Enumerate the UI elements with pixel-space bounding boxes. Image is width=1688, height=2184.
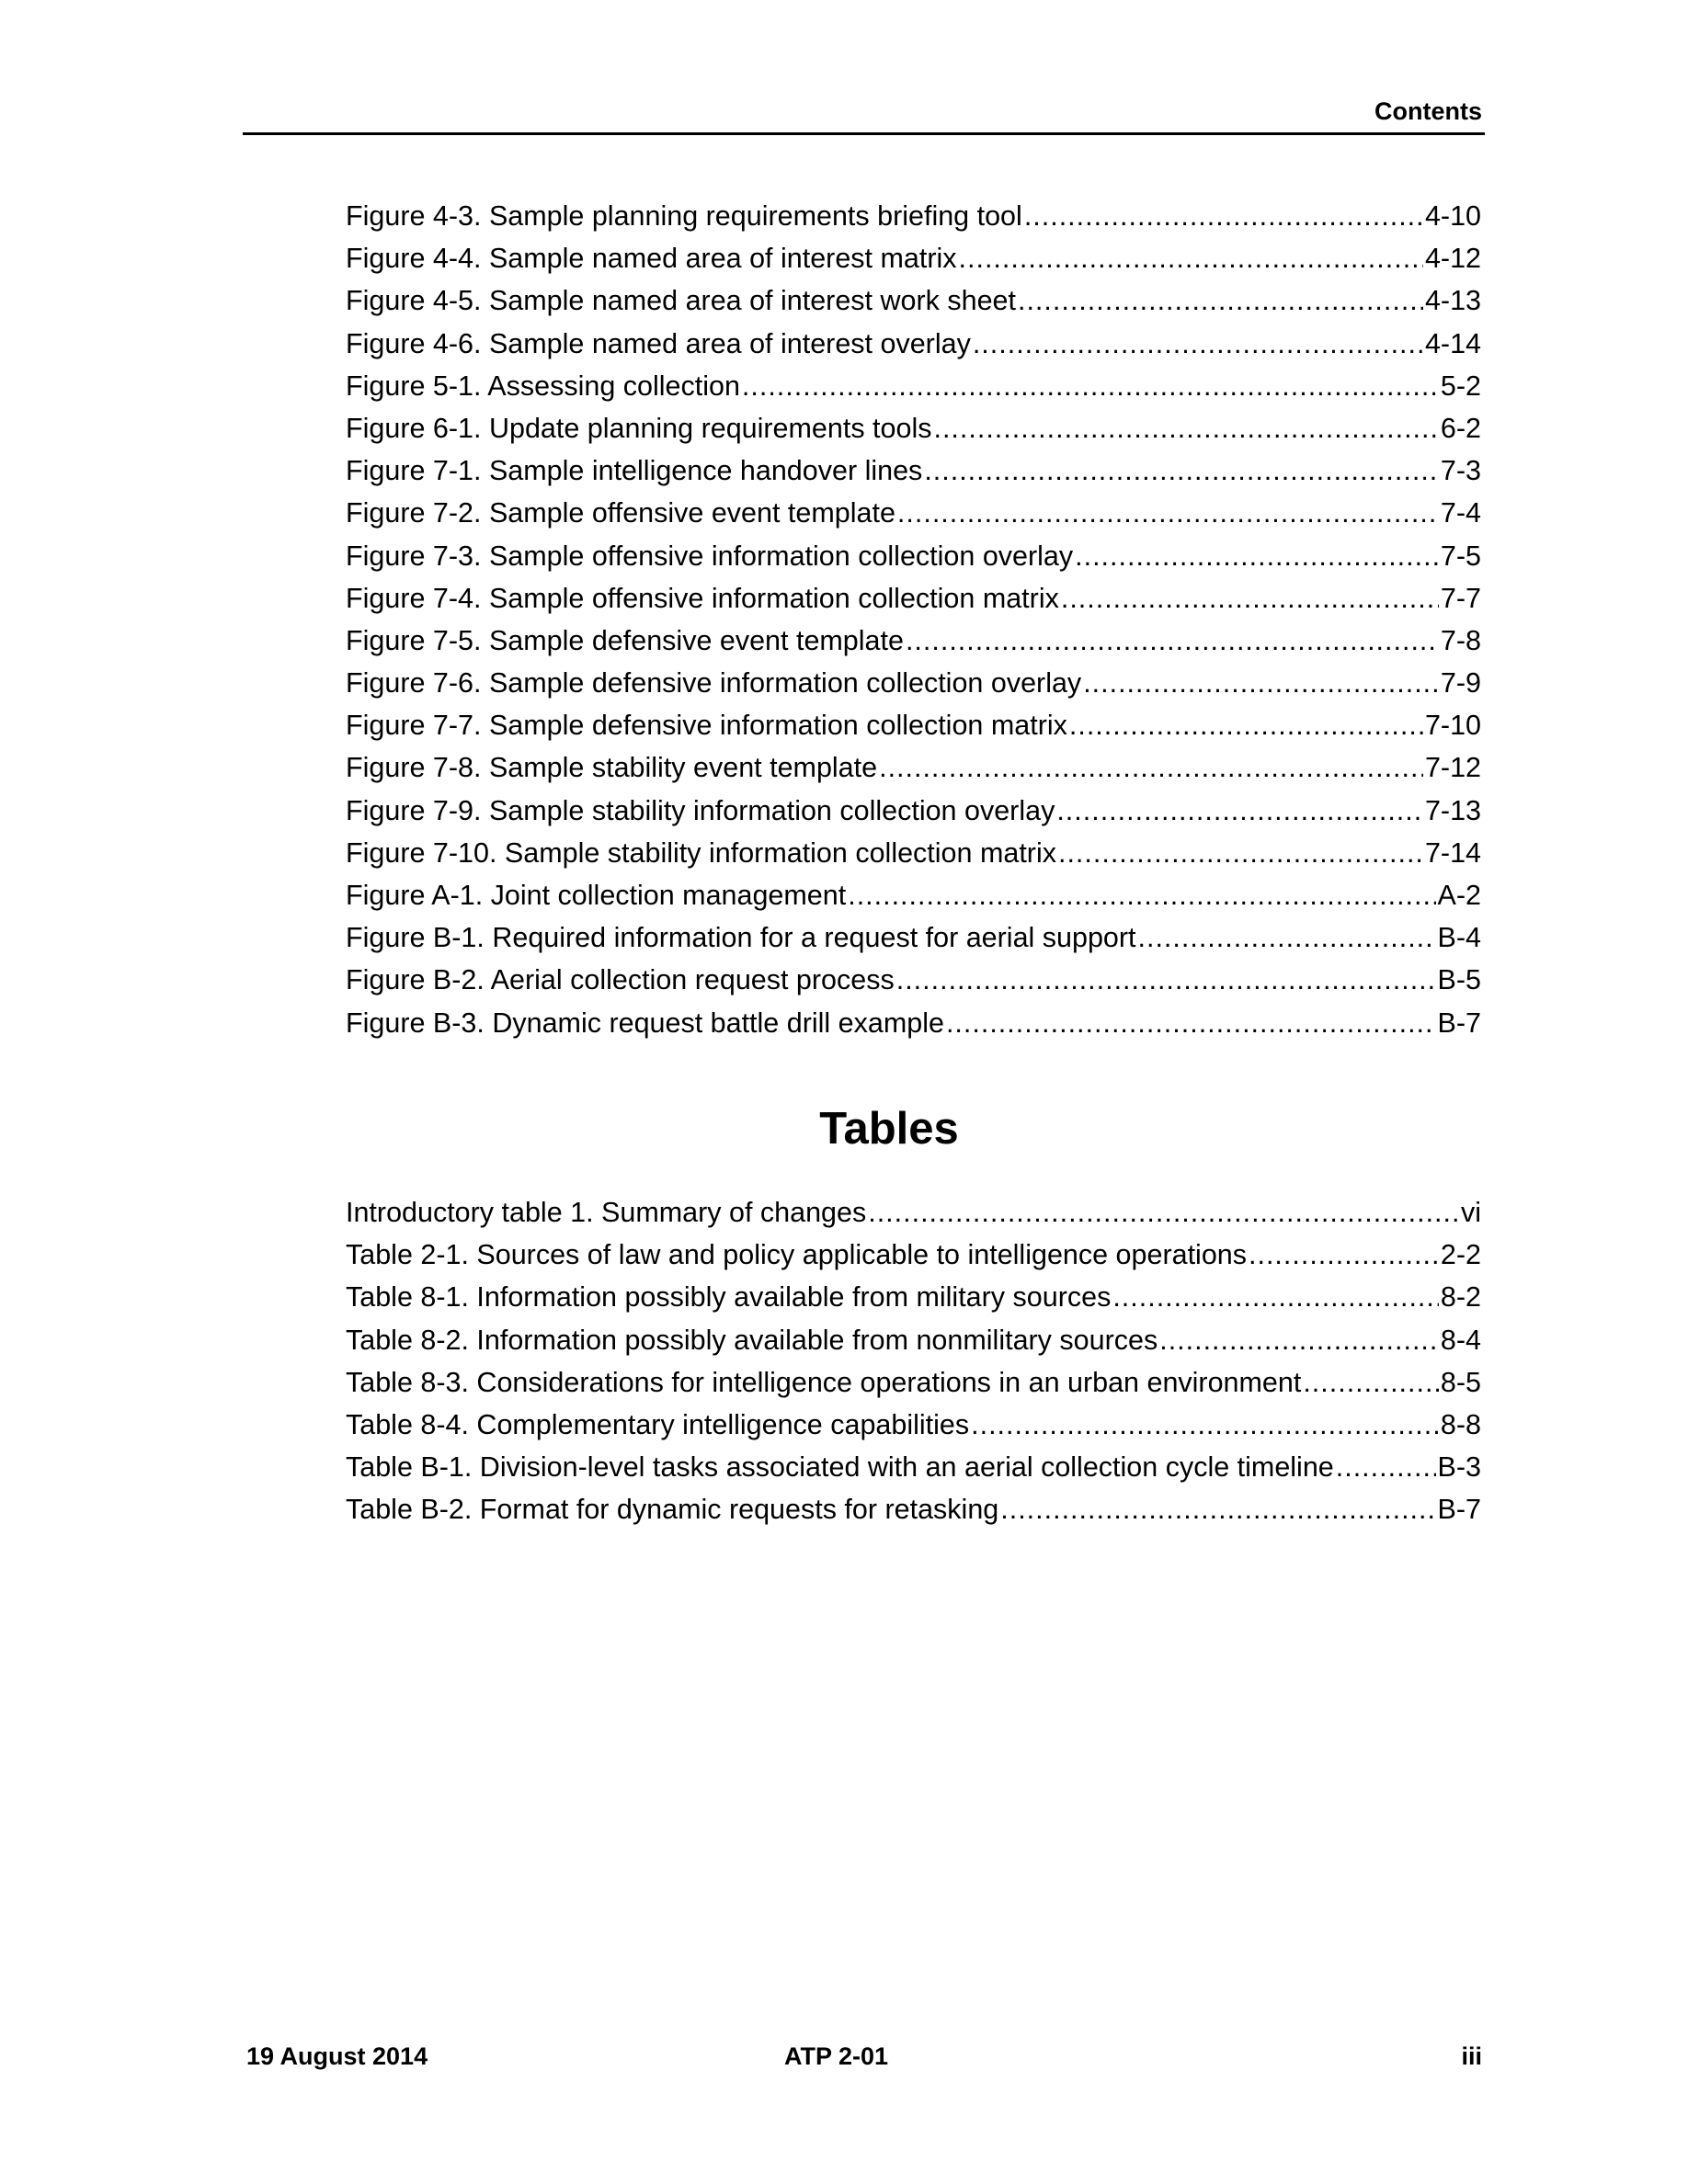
page-header xyxy=(243,96,1485,135)
table-entry-page: 8-8 xyxy=(1440,1408,1481,1440)
figure-entry-title: Figure B-2. Aerial collection request process xyxy=(346,964,895,996)
figure-entry-title: Figure 4-3. Sample planning requirements briefing tool xyxy=(346,200,1022,232)
figure-entry-page: A-2 xyxy=(1437,880,1481,911)
dot-leader xyxy=(1061,577,1439,620)
figure-entry-page: 7-3 xyxy=(1440,455,1481,487)
figure-entry-page: 7-12 xyxy=(1424,752,1481,784)
dot-leader xyxy=(973,323,1423,365)
footer-page-number: iii xyxy=(1461,2042,1482,2070)
figure-entry-title: Figure 7-4. Sample offensive information collection matrix xyxy=(346,582,1059,614)
figure-entry-page: 7-7 xyxy=(1440,582,1481,614)
figure-entry-title: Figure A-1. Joint collection management xyxy=(346,880,847,911)
table-entry-title: Table B-1. Division-level tasks associated with an aerial collection cycle timeline xyxy=(346,1451,1334,1484)
header-title: Contents xyxy=(1374,97,1482,125)
figure-entry-title: Figure 4-6. Sample named area of interest overlay xyxy=(346,327,971,359)
dot-leader xyxy=(1056,790,1423,832)
table-entry[interactable] xyxy=(346,1191,1481,1234)
figure-entry-page: 4-14 xyxy=(1424,327,1481,359)
figure-entry-page: 4-12 xyxy=(1424,243,1481,275)
table-entry-page: 2-2 xyxy=(1440,1239,1481,1271)
table-entry-page: 8-4 xyxy=(1440,1324,1481,1356)
figure-entry-page: B-7 xyxy=(1437,1007,1481,1039)
dot-leader xyxy=(924,449,1439,492)
figure-entry[interactable] xyxy=(346,790,1481,832)
tables-heading: Tables xyxy=(819,1104,959,1154)
figure-entry-page: 7-9 xyxy=(1440,667,1481,700)
figure-entry-title: Figure 4-4. Sample named area of interest matrix xyxy=(346,243,957,275)
table-entry[interactable] xyxy=(346,1319,1481,1361)
tables-list xyxy=(346,1191,1481,1531)
dot-leader xyxy=(742,365,1439,407)
dot-leader xyxy=(1159,1319,1439,1361)
table-entry-title: Table 8-2. Information possibly available from nonmilitary sources xyxy=(346,1324,1158,1356)
figure-entry[interactable] xyxy=(346,746,1481,789)
table-entry-page: vi xyxy=(1460,1197,1481,1228)
dot-leader xyxy=(897,492,1439,534)
figure-entry[interactable] xyxy=(346,323,1481,365)
table-entry[interactable] xyxy=(346,1404,1481,1446)
table-entry-title: Table B-2. Format for dynamic requests for retasking xyxy=(346,1494,999,1526)
footer-doc-id: ATP 2-01 xyxy=(784,2042,889,2070)
figure-entry-title: Figure 7-10. Sample stability information collection matrix xyxy=(346,836,1056,869)
table-entry-page: 8-5 xyxy=(1440,1366,1481,1398)
dot-leader xyxy=(1336,1446,1436,1488)
figure-entry-page: 7-5 xyxy=(1440,540,1481,572)
figure-entry[interactable] xyxy=(346,237,1481,279)
table-entry[interactable] xyxy=(346,1234,1481,1276)
table-entry-title: Introductory table 1. Summary of changes xyxy=(346,1197,867,1228)
figure-entry-page: 4-13 xyxy=(1424,285,1481,317)
figure-entry-page: 7-13 xyxy=(1424,794,1481,826)
figure-entry[interactable] xyxy=(346,535,1481,577)
table-entry-page: 8-2 xyxy=(1440,1281,1481,1314)
figure-entry-title: Figure 6-1. Update planning requirements tools xyxy=(346,412,932,444)
dot-leader xyxy=(1000,1488,1435,1530)
dot-leader xyxy=(906,620,1439,662)
dot-leader xyxy=(1075,535,1439,577)
figure-entry[interactable] xyxy=(346,365,1481,407)
dot-leader xyxy=(1069,704,1423,746)
figure-entry-title: Figure 7-7. Sample defensive information collection matrix xyxy=(346,710,1067,742)
table-entry-page: B-7 xyxy=(1437,1494,1481,1526)
figure-entry-title: Figure 7-5. Sample defensive event template xyxy=(346,624,904,656)
dot-leader xyxy=(1058,832,1423,874)
dot-leader xyxy=(959,237,1423,279)
figure-entry[interactable] xyxy=(346,704,1481,746)
figure-entry-page: 7-8 xyxy=(1440,624,1481,656)
figure-entry-title: Figure 4-5. Sample named area of interest work sheet xyxy=(346,285,1016,317)
figure-entry-page: B-5 xyxy=(1437,964,1481,996)
figure-entry-page: 4-10 xyxy=(1424,200,1481,232)
figure-entry[interactable] xyxy=(346,577,1481,620)
figure-entry-page: 7-14 xyxy=(1424,836,1481,869)
table-entry[interactable] xyxy=(346,1361,1481,1404)
dot-leader xyxy=(1138,916,1436,959)
figure-entry[interactable] xyxy=(346,195,1481,237)
figure-entry[interactable] xyxy=(346,959,1481,1001)
figure-entry-title: Figure 7-2. Sample offensive event template xyxy=(346,497,895,529)
figure-entry[interactable] xyxy=(346,449,1481,492)
figure-entry[interactable] xyxy=(346,874,1481,916)
figure-entry-title: Figure 7-6. Sample defensive information collection overlay xyxy=(346,667,1082,700)
figures-list xyxy=(346,195,1481,1044)
table-entry[interactable] xyxy=(346,1488,1481,1530)
dot-leader xyxy=(946,1002,1436,1044)
dot-leader xyxy=(971,1404,1439,1446)
figure-entry[interactable] xyxy=(346,620,1481,662)
figure-entry-title: Figure 7-8. Sample stability event template xyxy=(346,752,878,784)
figure-entry[interactable] xyxy=(346,407,1481,449)
figure-entry[interactable] xyxy=(346,279,1481,322)
figure-entry[interactable] xyxy=(346,492,1481,534)
dot-leader xyxy=(1024,195,1423,237)
table-entry-title: Table 2-1. Sources of law and policy applicable to intelligence operations xyxy=(346,1239,1247,1271)
dot-leader xyxy=(1303,1361,1439,1404)
figure-entry-title: Figure 7-3. Sample offensive information collection overlay xyxy=(346,540,1074,572)
dot-leader xyxy=(868,1191,1459,1234)
table-entry-page: B-3 xyxy=(1437,1451,1481,1484)
dot-leader xyxy=(933,407,1438,449)
table-entry-title: Table 8-1. Information possibly available from military sources xyxy=(346,1281,1112,1314)
figure-entry-page: 6-2 xyxy=(1440,412,1481,444)
figure-entry-title: Figure B-3. Dynamic request battle drill example xyxy=(346,1007,944,1039)
figure-entry-title: Figure 7-1. Sample intelligence handover lines xyxy=(346,455,923,487)
dot-leader xyxy=(1083,662,1439,704)
figure-entry-page: 7-10 xyxy=(1424,710,1481,742)
figure-entry-title: Figure 5-1. Assessing collection xyxy=(346,370,740,402)
table-entry-title: Table 8-3. Considerations for intelligence operations in an urban environment xyxy=(346,1366,1302,1398)
table-entry-title: Table 8-4. Complementary intelligence capabilities xyxy=(346,1408,970,1440)
figure-entry[interactable] xyxy=(346,1002,1481,1044)
figure-entry[interactable] xyxy=(346,832,1481,874)
dot-leader xyxy=(1018,279,1423,322)
table-entry[interactable] xyxy=(346,1446,1481,1488)
figure-entry[interactable] xyxy=(346,916,1481,959)
figure-entry-page: 5-2 xyxy=(1440,370,1481,402)
figure-entry-page: 7-4 xyxy=(1440,497,1481,529)
figure-entry-title: Figure B-1. Required information for a request for aerial support xyxy=(346,922,1136,954)
dot-leader xyxy=(1249,1234,1439,1276)
dot-leader xyxy=(1112,1276,1439,1318)
dot-leader xyxy=(848,874,1435,916)
figure-entry-title: Figure 7-9. Sample stability information collection overlay xyxy=(346,794,1055,826)
dot-leader xyxy=(896,959,1436,1001)
figure-entry[interactable] xyxy=(346,662,1481,704)
table-entry[interactable] xyxy=(346,1276,1481,1318)
figure-entry-page: B-4 xyxy=(1437,922,1481,954)
footer-date: 19 August 2014 xyxy=(246,2042,428,2070)
dot-leader xyxy=(879,746,1423,789)
